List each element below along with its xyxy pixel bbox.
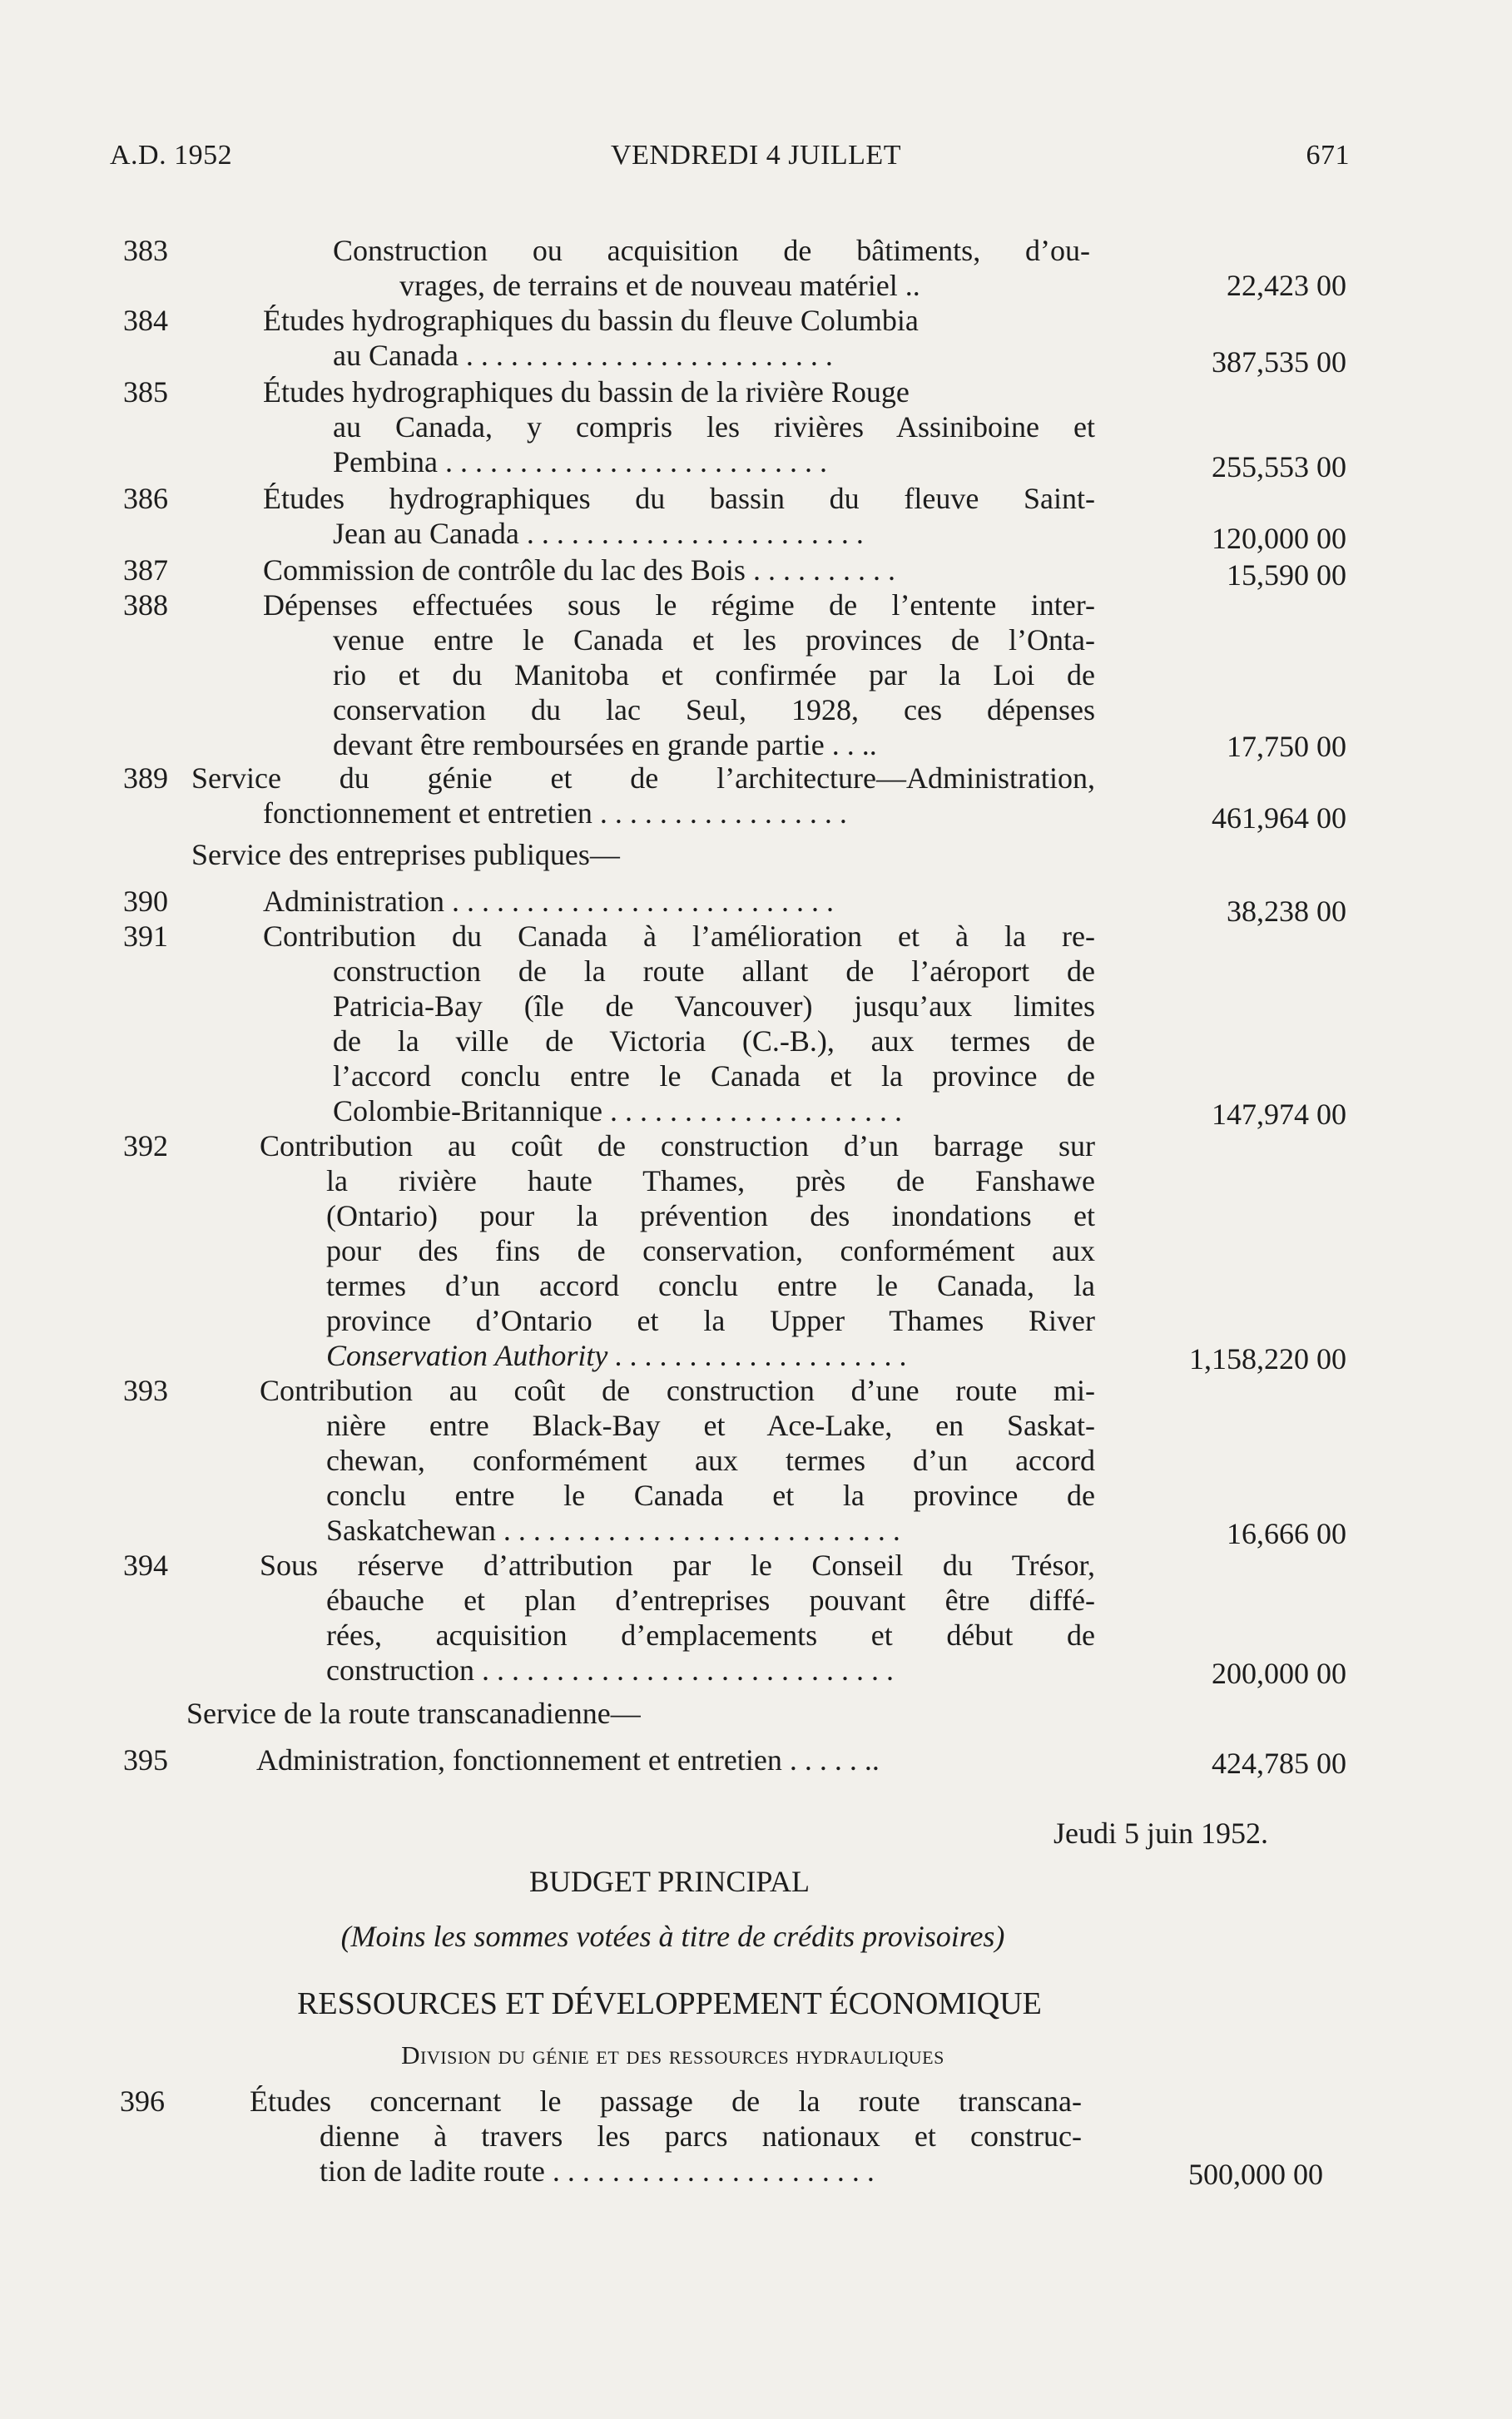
item-line: la rivière haute Thames, près de Fanshawe [326,1164,1095,1197]
item-line: Dépenses effectuées sous le régime de l’entente inter- [263,588,1095,622]
subhead-transcanadienne: Service de la route transcanadienne— [186,1697,641,1730]
date-line: Jeudi 5 juin 1952. [1053,1817,1268,1850]
item-amount: 500,000 00 [1188,2158,1323,2191]
item-394 [123,1548,1346,1691]
item-line: pour des fins de conservation, conformément aux [326,1234,1095,1267]
item-392 [123,1128,1346,1376]
item-line: rio et du Manitoba et confirmée par la Loi de [333,658,1095,691]
item-number: 385 [123,375,168,409]
item-396 [120,2084,1323,2192]
item-amount: 147,974 00 [1212,1098,1346,1131]
item-line: Contribution au coût de construction d’un barrage sur [260,1129,1095,1162]
item-line: Contribution au coût de construction d’une route mi- [260,1374,1095,1407]
item-line: Conservation Authority . . . . . . . . . . . . . . . . . . . . [326,1339,908,1372]
item-line: Patricia-Bay (île de Vancouver) jusqu’aux limites [333,989,1095,1023]
item-389 [123,761,1346,835]
budget-title: BUDGET PRINCIPAL [528,1865,811,1898]
item-line: (Ontario) pour la prévention des inondations et [326,1199,1095,1232]
item-number: 396 [120,2084,165,2118]
item-395 [123,1742,1346,1779]
item-amount: 16,666 00 [1227,1517,1346,1550]
item-number: 393 [123,1374,168,1407]
item-amount: 387,535 00 [1212,345,1346,379]
header-date: VENDREDI 4 JUILLET [611,140,901,171]
item-line: nière entre Black-Bay et Ace-Lake, en Saskat- [326,1409,1095,1442]
header-year: A.D. 1952 [110,140,233,171]
item-line: Études hydrographiques du bassin de la rivière Rouge [263,375,910,409]
item-line: conservation du lac Seul, 1928, ces dépenses [333,693,1095,726]
item-line: au Canada . . . . . . . . . . . . . . . . . . . . . . . . . [333,339,833,372]
item-line: Colombie-Britannique . . . . . . . . . . . . . . . . . . . . [333,1094,902,1128]
item-amount: 424,785 00 [1212,1747,1346,1780]
item-line: au Canada, y compris les rivières Assiniboine et [333,410,1095,444]
item-line: Jean au Canada . . . . . . . . . . . . . . . . . . . . . . . [333,517,864,550]
item-line: Sous réserve d’attribution par le Conseil du Trésor, [260,1549,1095,1582]
item-393 [123,1373,1346,1551]
item-391 [123,919,1346,1132]
department-title: RESSOURCES ET DÉVELOPPEMENT ÉCONOMIQUE [297,1986,1042,2021]
item-385 [123,374,1346,483]
item-amount: 120,000 00 [1212,522,1346,555]
item-line: construction de la route allant de l’aéroport de [333,954,1095,988]
item-line: construction . . . . . . . . . . . . . . . . . . . . . . . . . . . . [326,1653,894,1687]
item-number: 390 [123,885,168,918]
item-line: de la ville de Victoria (C.-B.), aux termes de [333,1024,1095,1058]
division-title: Division du génie et des ressources hydrauliques [401,2040,944,2070]
item-number: 383 [123,234,168,267]
page-number: 671 [1306,140,1350,171]
item-number: 389 [123,761,168,795]
item-amount: 255,553 00 [1212,450,1346,483]
item-line: dienne à travers les parcs nationaux et construc- [320,2119,1082,2153]
item-line: Construction ou acquisition de bâtiments, d’ou- [333,234,1090,267]
item-number: 386 [123,482,168,515]
subhead-entreprises: Service des entreprises publiques— [191,838,620,871]
item-383 [123,233,1346,308]
item-number: 392 [123,1129,168,1162]
item-line: province d’Ontario et la Upper Thames River [326,1304,1095,1337]
item-384 [123,303,1346,378]
item-line: devant être remboursées en grande partie . . .. [333,728,877,761]
item-number: 391 [123,920,168,953]
item-386 [123,481,1346,556]
item-line: l’accord conclu entre le Canada et la province de [333,1059,1095,1093]
item-line: venue entre le Canada et les provinces de l’Onta- [333,623,1095,657]
item-number: 394 [123,1549,168,1582]
item-line: tion de ladite route . . . . . . . . . . . . . . . . . . . . . . [320,2154,875,2188]
item-line: Études hydrographiques du bassin du fleuve Saint- [263,482,1095,515]
item-number: 395 [123,1743,168,1777]
item-number: 387 [123,553,168,587]
item-388 [123,587,1346,764]
item-line: rées, acquisition d’emplacements et début de [326,1618,1095,1652]
item-390 [123,884,1346,928]
item-line: ébauche et plan d’entreprises pouvant être diffé- [326,1584,1095,1617]
item-line: termes d’un accord conclu entre le Canada, la [326,1269,1095,1302]
item-amount: 38,238 00 [1227,895,1346,928]
item-line: conclu entre le Canada et la province de [326,1479,1095,1512]
item-line: Saskatchewan . . . . . . . . . . . . . . . . . . . . . . . . . . . [326,1514,900,1547]
item-line: Études hydrographiques du bassin du fleuve Columbia [263,304,919,337]
item-line: chewan, conformément aux termes d’un accord [326,1444,1095,1477]
item-amount: 1,158,220 00 [1189,1342,1346,1376]
item-line: Administration, fonctionnement et entretien . . . . . .. [256,1743,880,1777]
item-amount: 200,000 00 [1212,1657,1346,1690]
item-line: Études concernant le passage de la route transcana- [250,2084,1082,2118]
item-line: Commission de contrôle du lac des Bois . . . . . . . . . . [263,553,895,587]
item-amount: 22,423 00 [1227,269,1346,302]
item-number: 388 [123,588,168,622]
item-line: Service du génie et de l’architecture—Administration, [191,761,1095,795]
item-387 [123,553,1346,592]
item-line: vrages, de terrains et de nouveau matériel .. [399,269,920,302]
item-number: 384 [123,304,168,337]
budget-subtitle: (Moins les sommes votées à titre de crédits provisoires) [340,1920,1005,1953]
item-line: Pembina . . . . . . . . . . . . . . . . . . . . . . . . . . [333,445,827,478]
item-line: Contribution du Canada à l’amélioration et à la re- [263,920,1095,953]
item-line: Administration . . . . . . . . . . . . . . . . . . . . . . . . . . [263,885,834,918]
item-line: fonctionnement et entretien . . . . . . . . . . . . . . . . . [263,796,847,830]
item-amount: 461,964 00 [1212,801,1346,835]
item-amount: 17,750 00 [1227,730,1346,763]
item-amount: 15,590 00 [1227,558,1346,592]
